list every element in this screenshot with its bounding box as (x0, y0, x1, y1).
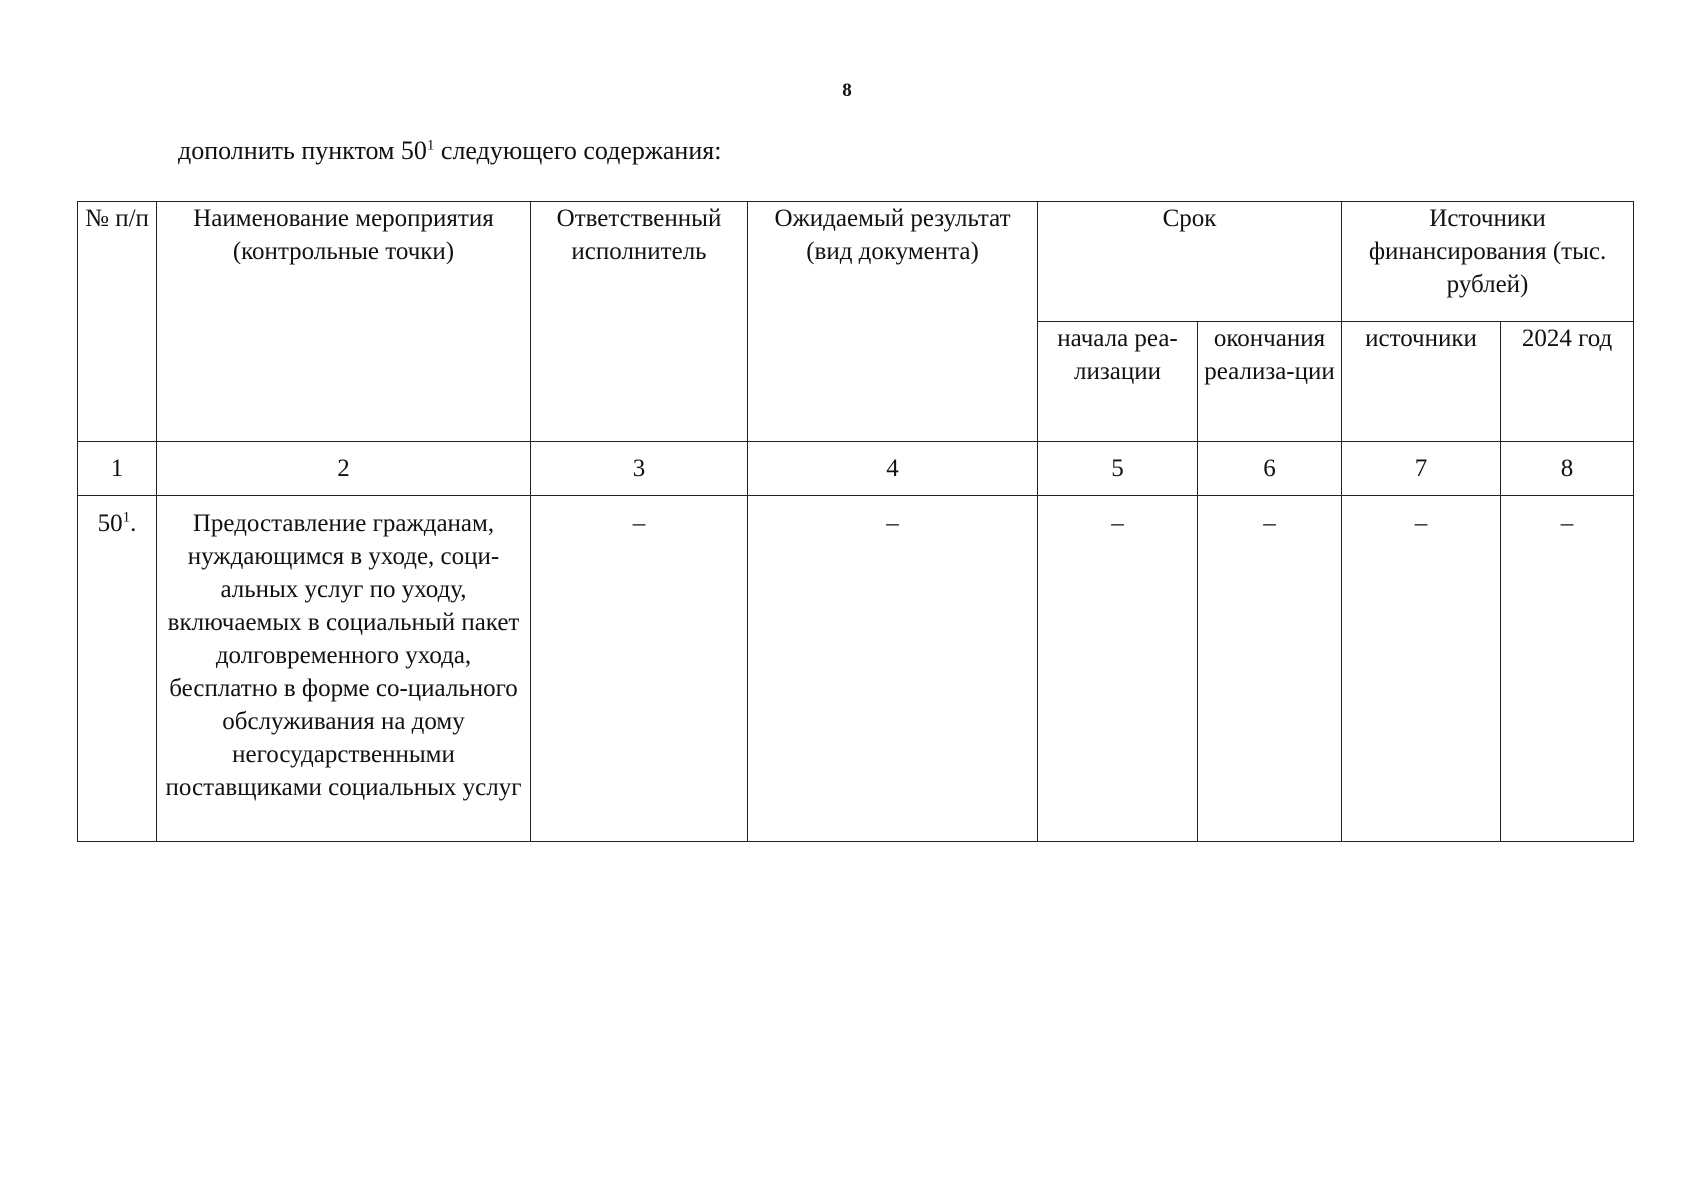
table-row (78, 496, 1634, 842)
intro-paragraph (178, 136, 721, 166)
header-result: Ожидаемый результат (вид документа) (748, 202, 1038, 442)
row-number (78, 496, 157, 842)
intro-superscript: 1 (426, 137, 435, 154)
row-responsible: – (531, 496, 748, 842)
row-name: Предоставление гражданам, нуждающимся в уходе, соци-альных услуг по уходу, включаемых в социальный пакет долговременного ухода, бесплатно в форме со-циального обслуживания на дому негосударственными поставщиками социальных услуг (157, 496, 531, 842)
column-number: 7 (1342, 442, 1501, 496)
row-number-suffix: . (130, 510, 137, 537)
header-row-1 (78, 202, 1634, 322)
row-funding-sources: – (1342, 496, 1501, 842)
intro-text-before: дополнить пунктом 50 (178, 136, 427, 165)
column-number: 6 (1198, 442, 1342, 496)
column-number: 1 (78, 442, 157, 496)
header-term: Срок (1038, 202, 1342, 322)
page-number: 8 (842, 80, 852, 101)
row-funding-year: – (1501, 496, 1634, 842)
header-term-end: окончания реализа-ции (1198, 322, 1342, 442)
row-result: – (748, 496, 1038, 842)
row-term-start: – (1038, 496, 1198, 842)
row-number-superscript: 1 (122, 509, 131, 526)
column-numbers-row (78, 442, 1634, 496)
header-responsible: Ответственный исполнитель (531, 202, 748, 442)
header-term-start: начала реа-лизации (1038, 322, 1198, 442)
column-number: 4 (748, 442, 1038, 496)
header-name: Наименование мероприятия (контрольные точки) (157, 202, 531, 442)
header-funding-sources: источники (1342, 322, 1501, 442)
plan-table (77, 201, 1634, 842)
intro-text-after: следующего содержания: (434, 136, 722, 165)
header-funding-year: 2024 год (1501, 322, 1634, 442)
column-number: 8 (1501, 442, 1634, 496)
column-number: 3 (531, 442, 748, 496)
row-number-main: 50 (97, 510, 123, 537)
column-number: 5 (1038, 442, 1198, 496)
row-term-end: – (1198, 496, 1342, 842)
header-funding: Источники финансирования (тыс. рублей) (1342, 202, 1634, 322)
header-num: № п/п (78, 202, 157, 442)
column-number: 2 (157, 442, 531, 496)
